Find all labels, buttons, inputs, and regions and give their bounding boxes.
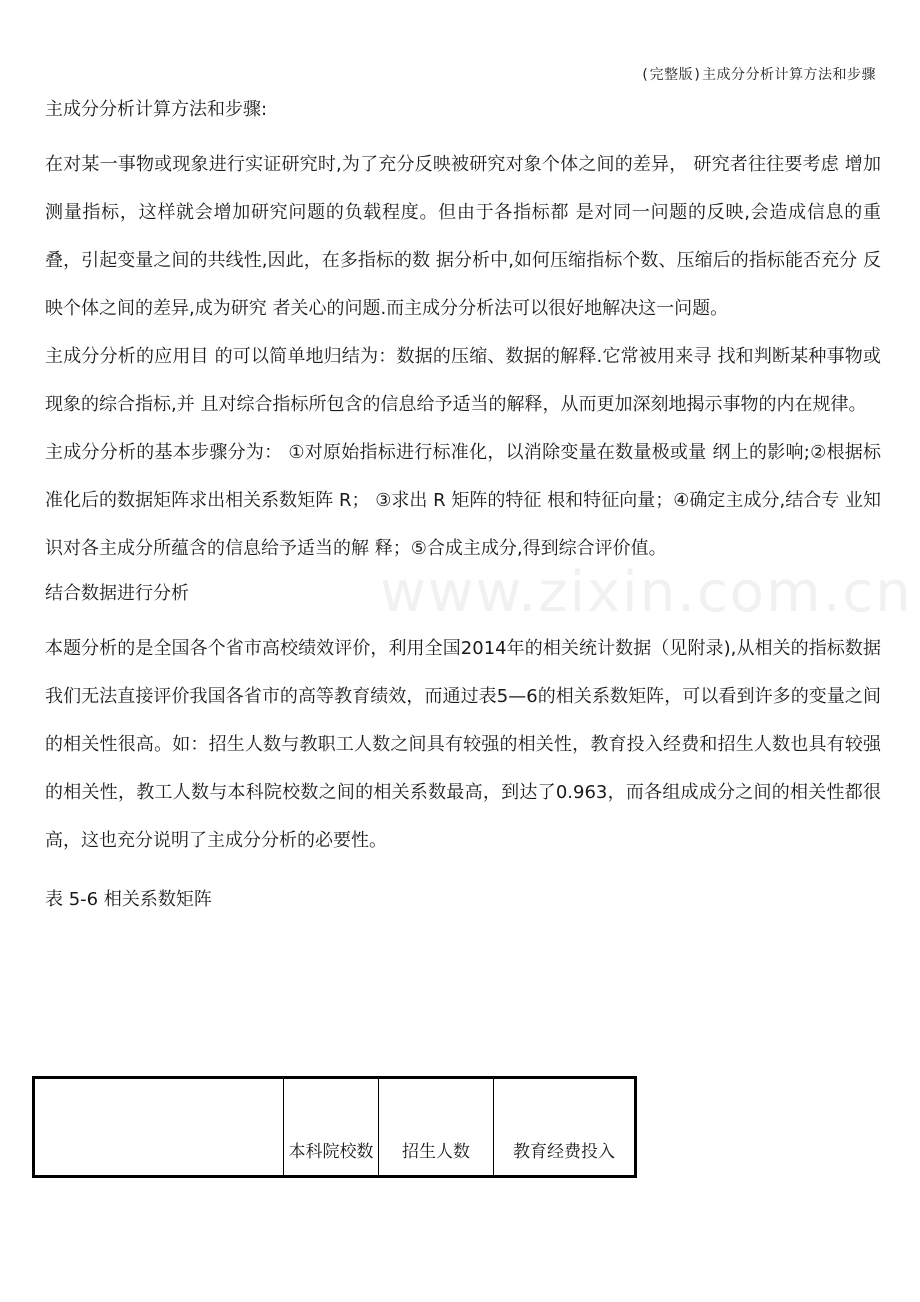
- watermark: www.zixin.com.cn: [380, 560, 913, 625]
- section-title: 结合数据进行分析: [45, 583, 189, 604]
- paragraph-steps: 主成分分析的基本步骤分为： ①对原始指标进行标准化，以消除变量在数量极或量 纲上的影响;②根据标准化后的数据矩阵求出相关系数矩阵 R； ③求出 R 矩阵的特征 根和特征向量；④确定主成分,结合专 业知识对各主成分所蕴含的信息给予适当的解 释；⑤合成主成分,得到综合评价值。: [45, 442, 881, 559]
- table-header-cell-undergrad-schools: 本科院校数: [284, 1078, 379, 1177]
- paragraph-application: 主成分分析的应用目 的可以简单地归结为：数据的压缩、数据的解释.它常被用来寻 找和判断某种事物或现象的综合指标,并 且对综合指标所包含的信息给予适当的解释，从而更加深刻地揭示事物的内在规律。: [45, 346, 881, 415]
- table-header-row: [34, 1078, 636, 1177]
- table-header-cell-education-funding: 教育经费投入: [494, 1078, 636, 1177]
- document-body: [45, 95, 881, 915]
- page-header: (完整版)主成分分析计算方法和步骤: [640, 67, 876, 83]
- table-header-cell-empty: [34, 1078, 284, 1177]
- correlation-table: [32, 1076, 637, 1178]
- table-caption: 表 5-6 相关系数矩阵: [45, 889, 212, 910]
- document-title: 主成分分析计算方法和步骤:: [45, 99, 268, 120]
- paragraph-analysis: 本题分析的是全国各个省市高校绩效评价，利用全国2014年的相关统计数据（见附录),从相关的指标数据我们无法直接评价我国各省市的高等教育绩效，而通过表5—6的相关系数矩阵，可以看到许多的变量之间的相关性很高。如：招生人数与教职工人数之间具有较强的相关性，教育投入经费和招生人数也具有较强的相关性，教工人数与本科院校数之间的相关系数最高，到达了0.963，而各组成成分之间的相关性都很高，这也充分说明了主成分分析的必要性。: [45, 638, 881, 851]
- table-header-cell-enrollment: 招生人数: [379, 1078, 494, 1177]
- correlation-table-wrap: [32, 1076, 637, 1178]
- paragraph-intro: 在对某一事物或现象进行实证研究时,为了充分反映被研究对象个体之间的差异， 研究者往往要考虑 增加测量指标，这样就会增加研究问题的负载程度。但由于各指标都 是对同一问题的反映,会造成信息的重叠，引起变量之间的共线性,因此，在多指标的数 据分析中,如何压缩指标个数、压缩后的指标能否充分 反映个体之间的差异,成为研究 者关心的问题.而主成分分析法可以很好地解决这一问题。: [45, 154, 881, 319]
